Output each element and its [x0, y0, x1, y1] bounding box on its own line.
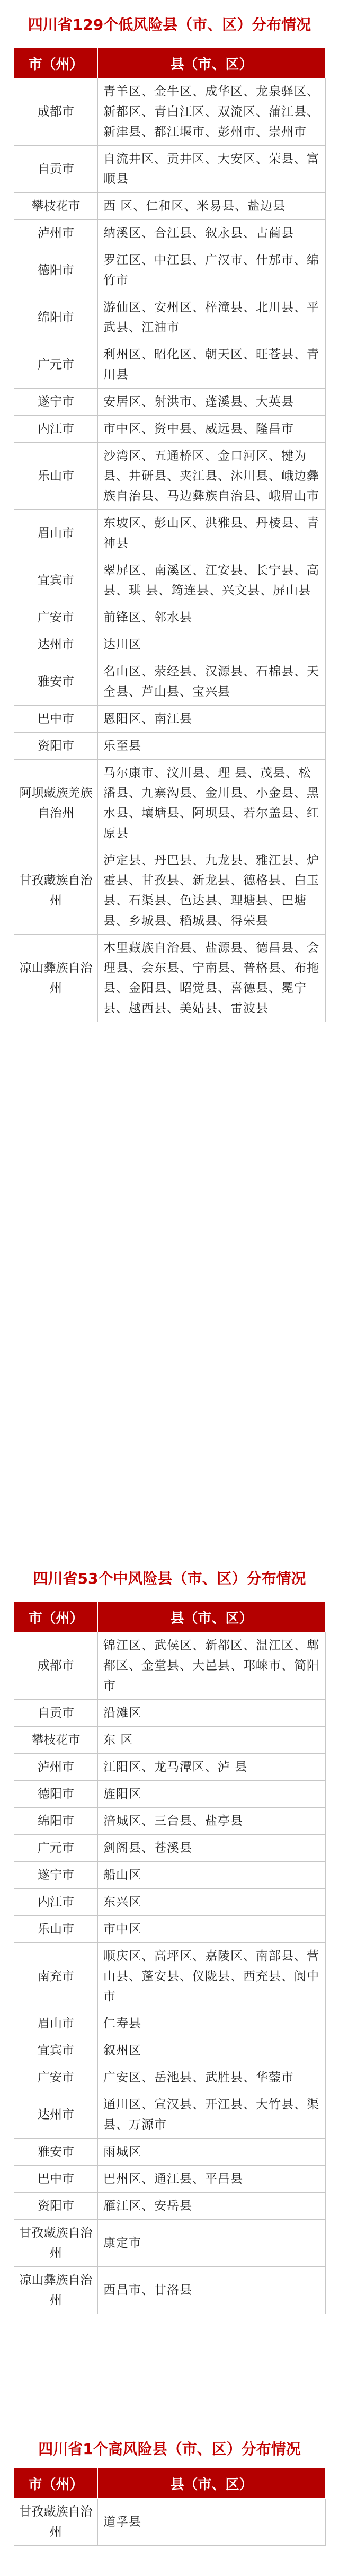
table-row: [14, 2064, 326, 2091]
city-cell: 雅安市: [14, 658, 98, 706]
counties-cell: 乐至县: [98, 733, 326, 760]
counties-cell: 利州区、昭化区、朝天区、旺苍县、青川县: [98, 341, 326, 389]
city-cell: 成都市: [14, 78, 98, 146]
counties-cell: 西 区、仁和区、米易县、盐边县: [98, 193, 326, 220]
counties-cell: 康定市: [98, 2220, 326, 2267]
low-risk-section: [0, 2, 339, 1022]
counties-cell: 顺庆区、高坪区、嘉陵区、南部县、营山县、蓬安县、仪陇县、西充县、阆中市: [98, 1943, 326, 2010]
table-row: [14, 760, 326, 847]
medium-risk-rows: [14, 1632, 326, 2314]
counties-cell: 叙州区: [98, 2037, 326, 2064]
table-row: [14, 247, 326, 294]
table-row: [14, 847, 326, 935]
city-cell: 泸州市: [14, 220, 98, 247]
table-row: [14, 2267, 326, 2314]
city-cell: 泸州市: [14, 1754, 98, 1781]
table-row: [14, 1727, 326, 1754]
city-cell: 乐山市: [14, 1916, 98, 1943]
table-row: [14, 146, 326, 193]
city-cell: 眉山市: [14, 510, 98, 557]
city-cell: 广元市: [14, 341, 98, 389]
counties-cell: 达川区: [98, 631, 326, 658]
high-risk-title: 四川省1个高风险县（市、区）分布情况: [38, 2440, 301, 2458]
table-row: [14, 416, 326, 443]
table-row: [14, 2010, 326, 2037]
counties-cell: 江阳区、龙马潭区、泸 县: [98, 1754, 326, 1781]
counties-cell: 锦江区、武侯区、新都区、温江区、郫都区、金堂县、大邑县、邛崃市、简阳市: [98, 1632, 326, 1700]
city-cell: 遂宁市: [14, 1862, 98, 1889]
medium-risk-table: [14, 1602, 326, 2314]
counties-cell: 通川区、宣汉县、开江县、大竹县、渠 县、万源市: [98, 2091, 326, 2139]
city-cell: 绵阳市: [14, 294, 98, 341]
table-row: [14, 2220, 326, 2267]
table-row: [14, 2499, 326, 2546]
counties-cell: 道孚县: [98, 2499, 326, 2546]
counties-cell: 东 区: [98, 1727, 326, 1754]
city-cell: 达州市: [14, 2091, 98, 2139]
column-header-city: 市（州）: [14, 2468, 98, 2499]
low-risk-table: [14, 48, 326, 1022]
table-row: [14, 1862, 326, 1889]
counties-cell: 市中区: [98, 1916, 326, 1943]
counties-cell: 雁江区、安岳县: [98, 2193, 326, 2220]
column-header-counties: 县（市、区）: [98, 48, 326, 78]
table-row: [14, 220, 326, 247]
low-risk-rows: [14, 78, 326, 1022]
counties-cell: 泸定县、丹巴县、九龙县、雅江县、炉霍县、甘孜县、新龙县、德格县、白玉县、石渠县、色达县、理塘县、巴塘县、乡城县、稻城县、得荣县: [98, 847, 326, 935]
table-row: [14, 557, 326, 604]
table-row: [14, 389, 326, 416]
table-row: [14, 935, 326, 1022]
table-row: [14, 1808, 326, 1835]
medium-risk-section: [0, 1556, 339, 2314]
city-cell: 自贡市: [14, 1700, 98, 1727]
city-cell: 阿坝藏族羌族自治州: [14, 760, 98, 847]
city-cell: 凉山彝族自治州: [14, 2267, 98, 2314]
counties-cell: 纳溪区、合江县、叙永县、古蔺县: [98, 220, 326, 247]
counties-cell: 东坡区、彭山区、洪雅县、丹棱县、青神县: [98, 510, 326, 557]
city-cell: 乐山市: [14, 443, 98, 510]
counties-cell: 自流井区、贡井区、大安区、荣县、富顺县: [98, 146, 326, 193]
city-cell: 甘孜藏族自治州: [14, 847, 98, 935]
city-cell: 巴中市: [14, 2166, 98, 2193]
counties-cell: 剑阁县、苍溪县: [98, 1835, 326, 1862]
counties-cell: 市中区、资中县、威远县、隆昌市: [98, 416, 326, 443]
table-row: [14, 1889, 326, 1916]
city-cell: 资阳市: [14, 2193, 98, 2220]
table-row: [14, 2166, 326, 2193]
counties-cell: 巴州区、通江县、平昌县: [98, 2166, 326, 2193]
table-row: [14, 706, 326, 733]
table-row: [14, 294, 326, 341]
table-row: [14, 2037, 326, 2064]
table-row: [14, 341, 326, 389]
table-row: [14, 1632, 326, 1700]
column-header-counties: 县（市、区）: [98, 2468, 326, 2499]
table-row: [14, 78, 326, 146]
city-cell: 内江市: [14, 416, 98, 443]
counties-cell: 沙湾区、五通桥区、金口河区、犍为县、井研县、夹江县、沐川县、峨边彝族自治县、马边彝族自治县、峨眉山市: [98, 443, 326, 510]
table-row: [14, 631, 326, 658]
counties-cell: 船山区: [98, 1862, 326, 1889]
counties-cell: 木里藏族自治县、盐源县、德昌县、会理县、会东县、宁南县、普格县、布拖县、金阳县、昭觉县、喜德县、冕宁县、越西县、美姑县、雷波县: [98, 935, 326, 1022]
city-cell: 遂宁市: [14, 389, 98, 416]
counties-cell: 雨城区: [98, 2139, 326, 2166]
column-header-city: 市（州）: [14, 48, 98, 78]
table-row: [14, 2193, 326, 2220]
table-row: [14, 1916, 326, 1943]
city-cell: 广安市: [14, 2064, 98, 2091]
city-cell: 攀枝花市: [14, 193, 98, 220]
table-row: [14, 2139, 326, 2166]
table-row: [14, 510, 326, 557]
table-row: [14, 2091, 326, 2139]
counties-cell: 恩阳区、南江县: [98, 706, 326, 733]
counties-cell: 翠屏区、南溪区、江安县、长宁县、高 县、珙 县、筠连县、兴文县、屏山县: [98, 557, 326, 604]
table-row: [14, 443, 326, 510]
city-cell: 巴中市: [14, 706, 98, 733]
low-risk-title: 四川省129个低风险县（市、区）分布情况: [28, 16, 311, 33]
table-row: [14, 1754, 326, 1781]
city-cell: 内江市: [14, 1889, 98, 1916]
table-row: [14, 733, 326, 760]
city-cell: 广安市: [14, 604, 98, 631]
city-cell: 凉山彝族自治州: [14, 935, 98, 1022]
city-cell: 资阳市: [14, 733, 98, 760]
high-risk-rows: [14, 2499, 326, 2546]
city-cell: 雅安市: [14, 2139, 98, 2166]
column-header-city: 市（州）: [14, 1602, 98, 1632]
city-cell: 南充市: [14, 1943, 98, 2010]
high-risk-table: [14, 2468, 326, 2546]
counties-cell: 旌阳区: [98, 1781, 326, 1808]
city-cell: 自贡市: [14, 146, 98, 193]
counties-cell: 名山区、荥经县、汉源县、石棉县、天全县、芦山县、宝兴县: [98, 658, 326, 706]
city-cell: 德阳市: [14, 1781, 98, 1808]
counties-cell: 罗江区、中江县、广汉市、什邡市、绵竹市: [98, 247, 326, 294]
city-cell: 广元市: [14, 1835, 98, 1862]
table-row: [14, 193, 326, 220]
table-row: [14, 658, 326, 706]
city-cell: 德阳市: [14, 247, 98, 294]
city-cell: 达州市: [14, 631, 98, 658]
counties-cell: 仁寿县: [98, 2010, 326, 2037]
counties-cell: 涪城区、三台县、盐亭县: [98, 1808, 326, 1835]
counties-cell: 沿滩区: [98, 1700, 326, 1727]
table-row: [14, 1700, 326, 1727]
counties-cell: 安居区、射洪市、蓬溪县、大英县: [98, 389, 326, 416]
table-row: [14, 1835, 326, 1862]
counties-cell: 马尔康市、汶川县、理 县、茂县、松潘县、九寨沟县、金川县、小金县、黑水县、壤塘县、阿坝县、若尔盖县、红原县: [98, 760, 326, 847]
counties-cell: 游仙区、安州区、梓潼县、北川县、平武县、江油市: [98, 294, 326, 341]
table-row: [14, 1781, 326, 1808]
high-risk-section: [0, 2431, 339, 2546]
city-cell: 绵阳市: [14, 1808, 98, 1835]
counties-cell: 青羊区、金牛区、成华区、龙泉驿区、新都区、青白江区、双流区、蒲江县、新津县、都江堰市、彭州市、崇州市: [98, 78, 326, 146]
counties-cell: 前锋区、邻水县: [98, 604, 326, 631]
city-cell: 宜宾市: [14, 2037, 98, 2064]
city-cell: 攀枝花市: [14, 1727, 98, 1754]
counties-cell: 广安区、岳池县、武胜县、华蓥市: [98, 2064, 326, 2091]
city-cell: 甘孜藏族自治州: [14, 2220, 98, 2267]
city-cell: 宜宾市: [14, 557, 98, 604]
column-header-counties: 县（市、区）: [98, 1602, 326, 1632]
medium-risk-title: 四川省53个中风险县（市、区）分布情况: [33, 1570, 306, 1587]
counties-cell: 东兴区: [98, 1889, 326, 1916]
city-cell: 成都市: [14, 1632, 98, 1700]
table-row: [14, 1943, 326, 2010]
counties-cell: 西昌市、甘洛县: [98, 2267, 326, 2314]
table-row: [14, 604, 326, 631]
city-cell: 眉山市: [14, 2010, 98, 2037]
city-cell: 甘孜藏族自治州: [14, 2499, 98, 2546]
